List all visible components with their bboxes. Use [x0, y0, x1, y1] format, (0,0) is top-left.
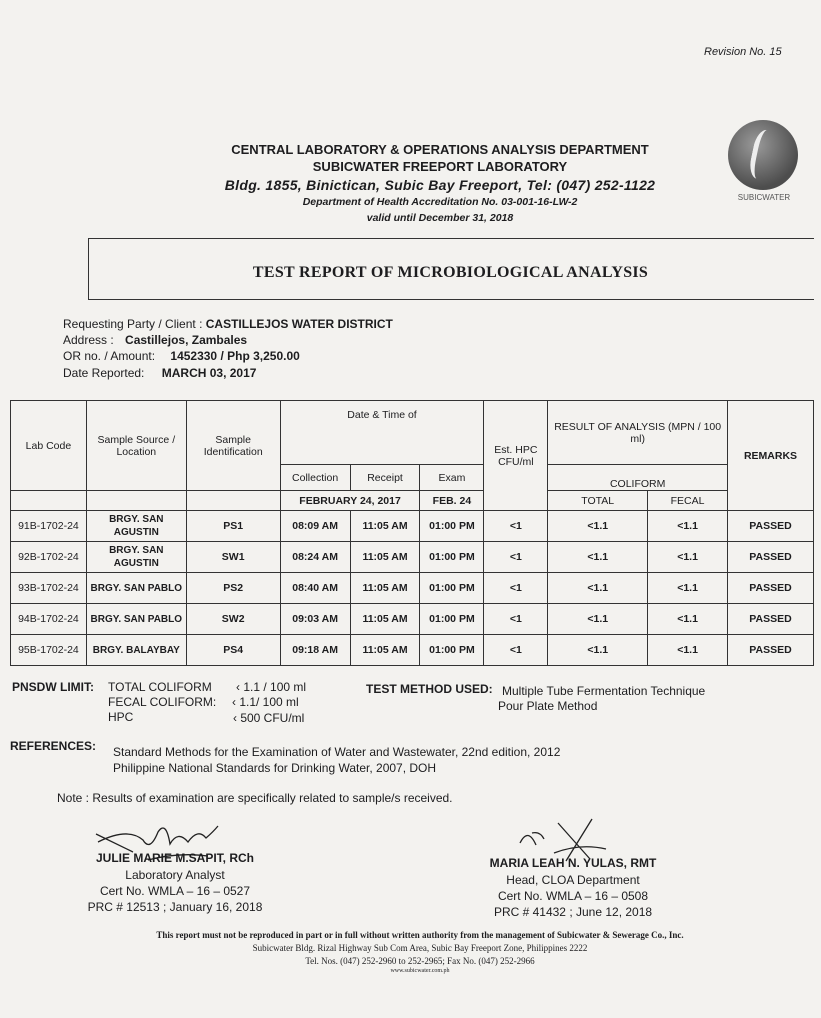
reference-2: Philippine National Standards for Drinking Water, 2007, DOH	[113, 761, 437, 775]
cell-code: 94B-1702-24	[11, 604, 87, 635]
client-label: Requesting Party / Client :	[63, 317, 203, 331]
cell-id: SW2	[186, 604, 280, 635]
limit-hpc-value: ‹ 500 CFU/ml	[233, 711, 305, 725]
header-exam: Exam	[420, 465, 484, 491]
cell-hpc: <1	[484, 511, 548, 542]
client-value: CASTILLEJOS WATER DISTRICT	[205, 317, 393, 331]
table-row	[11, 573, 814, 604]
date-label: Date Reported:	[63, 366, 145, 380]
cell-collection: 09:03 AM	[280, 604, 350, 635]
header-receipt: Receipt	[350, 465, 420, 491]
cell-code: 95B-1702-24	[11, 635, 87, 666]
footer-line-3: Tel. Nos. (047) 252-2960 to 252-2965; Fax No. (047) 252-2966	[305, 956, 535, 966]
cell-source: BRGY. SAN PABLO	[86, 573, 186, 604]
cell-code: 93B-1702-24	[11, 573, 87, 604]
cell-fecal: <1.1	[648, 573, 728, 604]
cell-hpc: <1	[484, 573, 548, 604]
cell-total: <1.1	[548, 542, 648, 573]
results-rows	[11, 511, 814, 666]
signatory-2-cert: Cert No. WMLA – 16 – 0508	[497, 889, 649, 903]
header-sample-id: Sample Identification	[186, 401, 280, 491]
method-1: Multiple Tube Fermentation Technique	[502, 684, 706, 698]
method-label: TEST METHOD USED:	[366, 682, 493, 696]
header-hpc: Est. HPC CFU/ml	[484, 401, 548, 511]
header-source: Sample Source / Location	[86, 401, 186, 491]
references-label: REFERENCES:	[10, 739, 97, 753]
cell-remarks: PASSED	[728, 635, 814, 666]
cell-total: <1.1	[548, 635, 648, 666]
revision-number: Revision No. 15	[704, 46, 782, 58]
cell-receipt: 11:05 AM	[350, 511, 420, 542]
cell-fecal: <1.1	[648, 635, 728, 666]
cell-remarks: PASSED	[728, 511, 814, 542]
cell-total: <1.1	[548, 511, 648, 542]
cell-collection: 09:18 AM	[280, 635, 350, 666]
cell-hpc: <1	[484, 542, 548, 573]
date-value: MARCH 03, 2017	[161, 366, 257, 380]
cell-id: PS2	[186, 573, 280, 604]
cell-receipt: 11:05 AM	[350, 635, 420, 666]
table-row	[11, 635, 814, 666]
laboratory-address: Bldg. 1855, Binictican, Subic Bay Freeport, Tel: (047) 252-1122	[224, 177, 656, 193]
cell-source: BRGY. SAN AGUSTIN	[86, 542, 186, 573]
cell-collection: 08:24 AM	[280, 542, 350, 573]
cell-id: PS4	[186, 635, 280, 666]
logo-text: SUBICWATER	[737, 193, 791, 202]
or-line	[63, 349, 300, 363]
cell-fecal: <1.1	[648, 604, 728, 635]
header-blank-1	[11, 491, 87, 511]
header-blank-2	[86, 491, 186, 511]
date-line	[63, 366, 256, 380]
table-row	[11, 604, 814, 635]
cell-receipt: 11:05 AM	[350, 542, 420, 573]
signatory-2-name: MARIA LEAH N. YULAS, RMT	[489, 856, 657, 870]
cell-remarks: PASSED	[728, 542, 814, 573]
signatory-2-title: Head, CLOA Department	[506, 873, 640, 887]
cell-fecal: <1.1	[648, 542, 728, 573]
cell-total: <1.1	[548, 604, 648, 635]
cell-source: BRGY. BALAYBAY	[86, 635, 186, 666]
cell-receipt: 11:05 AM	[350, 573, 420, 604]
cell-exam: 01:00 PM	[420, 604, 484, 635]
header-total: TOTAL	[548, 491, 648, 511]
cell-source: BRGY. SAN AGUSTIN	[86, 511, 186, 542]
cell-collection: 08:09 AM	[280, 511, 350, 542]
cell-exam: 01:00 PM	[420, 511, 484, 542]
cell-source: BRGY. SAN PABLO	[86, 604, 186, 635]
or-value: 1452330 / Php 3,250.00	[170, 349, 300, 363]
cell-exam: 01:00 PM	[420, 542, 484, 573]
table-row	[11, 542, 814, 573]
address-label: Address :	[63, 333, 114, 347]
footer-website: www.subicwater.com.ph	[390, 968, 450, 974]
cell-code: 92B-1702-24	[11, 542, 87, 573]
accreditation-number: Department of Health Accreditation No. 03-001-16-LW-2	[302, 196, 578, 208]
header-exam-date: FEB. 24	[420, 491, 484, 511]
header-blank-3	[186, 491, 280, 511]
footer-line-1: This report must not be reproduced in part or in full without written authority from the management of Subicwater & Sewerage Co., Inc.	[156, 930, 684, 940]
footer-line-2: Subicwater Bldg. Rizal Highway Sub Com Area, Subic Bay Freeport Zone, Philippines 2222	[252, 943, 588, 953]
limit-hpc-label: HPC	[108, 710, 134, 724]
address-line	[63, 333, 247, 347]
cell-collection: 08:40 AM	[280, 573, 350, 604]
accreditation-validity: valid until December 31, 2018	[366, 212, 514, 224]
header-collection-date: FEBRUARY 24, 2017	[280, 491, 420, 511]
header-coliform: COLIFORM	[548, 465, 728, 491]
cell-id: SW1	[186, 542, 280, 573]
cell-remarks: PASSED	[728, 604, 814, 635]
header-lab-code: Lab Code	[11, 401, 87, 491]
note: Note : Results of examination are specifically related to sample/s received.	[57, 791, 453, 805]
cell-hpc: <1	[484, 604, 548, 635]
limit-total-value: ‹ 1.1 / 100 ml	[236, 680, 307, 694]
signatory-1-title: Laboratory Analyst	[125, 868, 225, 882]
cell-id: PS1	[186, 511, 280, 542]
header-fecal: FECAL	[648, 491, 728, 511]
cell-hpc: <1	[484, 635, 548, 666]
cell-receipt: 11:05 AM	[350, 604, 420, 635]
header-result: RESULT OF ANALYSIS (MPN / 100 ml)	[548, 401, 728, 465]
header-remarks: REMARKS	[728, 401, 814, 511]
client-line	[63, 317, 393, 331]
department-name: CENTRAL LABORATORY & OPERATIONS ANALYSIS DEPARTMENT	[231, 142, 649, 157]
header-collection: Collection	[280, 465, 350, 491]
pnsdw-limit-label: PNSDW LIMIT:	[12, 680, 94, 694]
cell-fecal: <1.1	[648, 511, 728, 542]
cell-code: 91B-1702-24	[11, 511, 87, 542]
results-table	[10, 400, 814, 666]
limit-fecal-value: ‹ 1.1/ 100 ml	[232, 695, 299, 709]
cell-total: <1.1	[548, 573, 648, 604]
header-date-time: Date & Time of	[280, 401, 484, 465]
table-row	[11, 511, 814, 542]
method-2: Pour Plate Method	[498, 699, 598, 713]
address-value: Castillejos, Zambales	[125, 333, 248, 347]
laboratory-name: SUBICWATER FREEPORT LABORATORY	[312, 159, 568, 174]
signatory-2-prc: PRC # 41432 ; June 12, 2018	[493, 905, 653, 919]
cell-exam: 01:00 PM	[420, 573, 484, 604]
cell-remarks: PASSED	[728, 573, 814, 604]
or-label: OR no. / Amount:	[63, 349, 156, 363]
signatory-1-cert: Cert No. WMLA – 16 – 0527	[99, 884, 251, 898]
report-title: TEST REPORT OF MICROBIOLOGICAL ANALYSIS	[252, 264, 649, 281]
reference-1: Standard Methods for the Examination of Water and Wastewater, 22nd edition, 2012	[113, 745, 561, 759]
limit-fecal-label: FECAL COLIFORM:	[108, 695, 217, 709]
signatory-1-name: JULIE MARIE M.SAPIT, RCh	[95, 851, 254, 865]
signatory-1-prc: PRC # 12513 ; January 16, 2018	[87, 900, 263, 914]
limit-total-label: TOTAL COLIFORM	[108, 680, 212, 694]
cell-exam: 01:00 PM	[420, 635, 484, 666]
